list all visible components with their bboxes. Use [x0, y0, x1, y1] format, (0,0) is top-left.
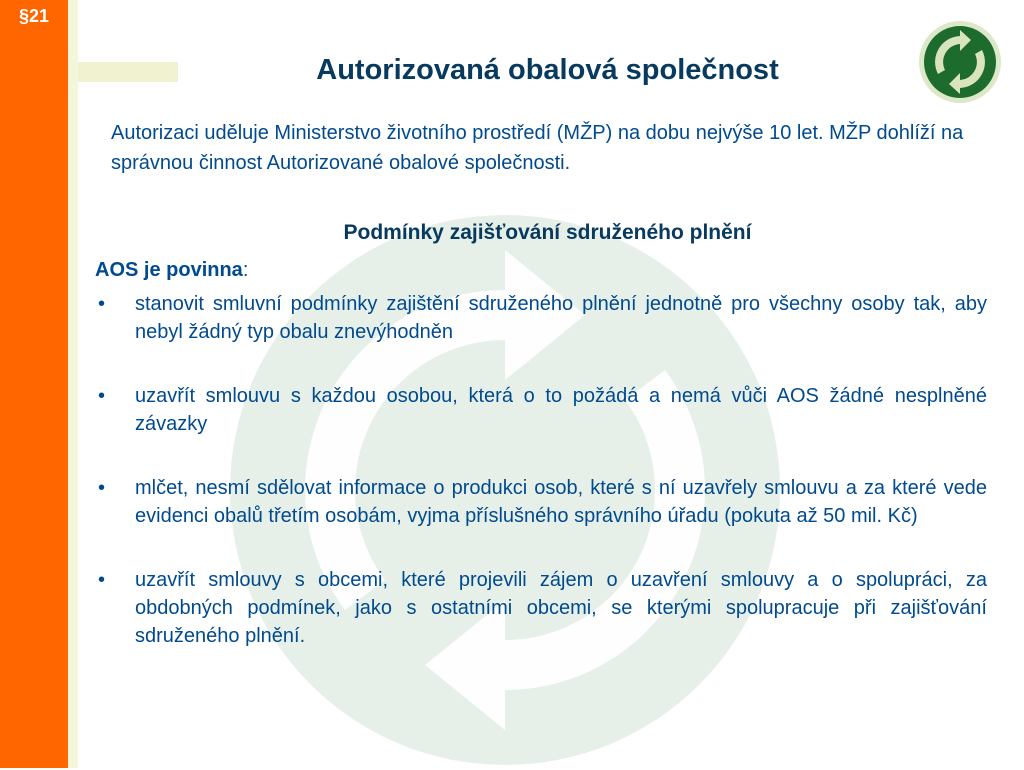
aos-heading	[95, 259, 248, 282]
bullet-icon: •	[98, 293, 106, 315]
section-subtitle: Podmínky zajišťování sdruženého plnění	[343, 221, 752, 244]
list-item	[95, 566, 987, 650]
list-item-text: stanovit smluvní podmínky zajištění sdruženého plnění jednotně pro všechny osoby tak, aby nebyl žádný typ obalu znevýhodněn	[135, 293, 987, 343]
aos-heading-suffix: :	[242, 259, 249, 281]
list-item	[95, 474, 987, 530]
title-accent-bar	[78, 62, 178, 82]
left-orange-bar	[0, 0, 68, 768]
aos-heading-bold: AOS je povinna	[95, 259, 243, 281]
bullet-icon: •	[98, 385, 106, 407]
obligations-list	[95, 290, 987, 686]
list-item-text: uzavřít smlouvu s každou osobou, která o to požádá a nemá vůči AOS žádné nesplněné závazky	[135, 385, 987, 435]
page-title: Autorizovaná obalová společnost	[316, 54, 779, 86]
list-item-text: uzavřít smlouvy s obcemi, které projevili zájem o uzavření smlouvy a o spolupráci, za obdobných podmínek, jako s ostatními obcemi, se kterými spolupracuje při zajišťování sdruženého plnění.	[135, 569, 987, 647]
left-light-strip	[68, 0, 78, 768]
list-item	[95, 290, 987, 346]
green-dot-logo-icon	[918, 20, 1002, 104]
section-label: §21	[18, 6, 50, 26]
intro-paragraph: Autorizaci uděluje Ministerstvo životního prostředí (MŽP) na dobu nejvýše 10 let. MŽP dohlíží na správnou činnost Autorizované obalové společnosti.	[111, 122, 964, 174]
bullet-icon: •	[98, 569, 106, 591]
bullet-icon: •	[98, 477, 106, 499]
list-item	[95, 382, 987, 438]
list-item-text: mlčet, nesmí sdělovat informace o produkci osob, které s ní uzavřely smlouvu a za které vede evidenci obalů třetím osobám, vyjma příslušného správního úřadu (pokuta až 50 mil. Kč)	[135, 477, 987, 527]
